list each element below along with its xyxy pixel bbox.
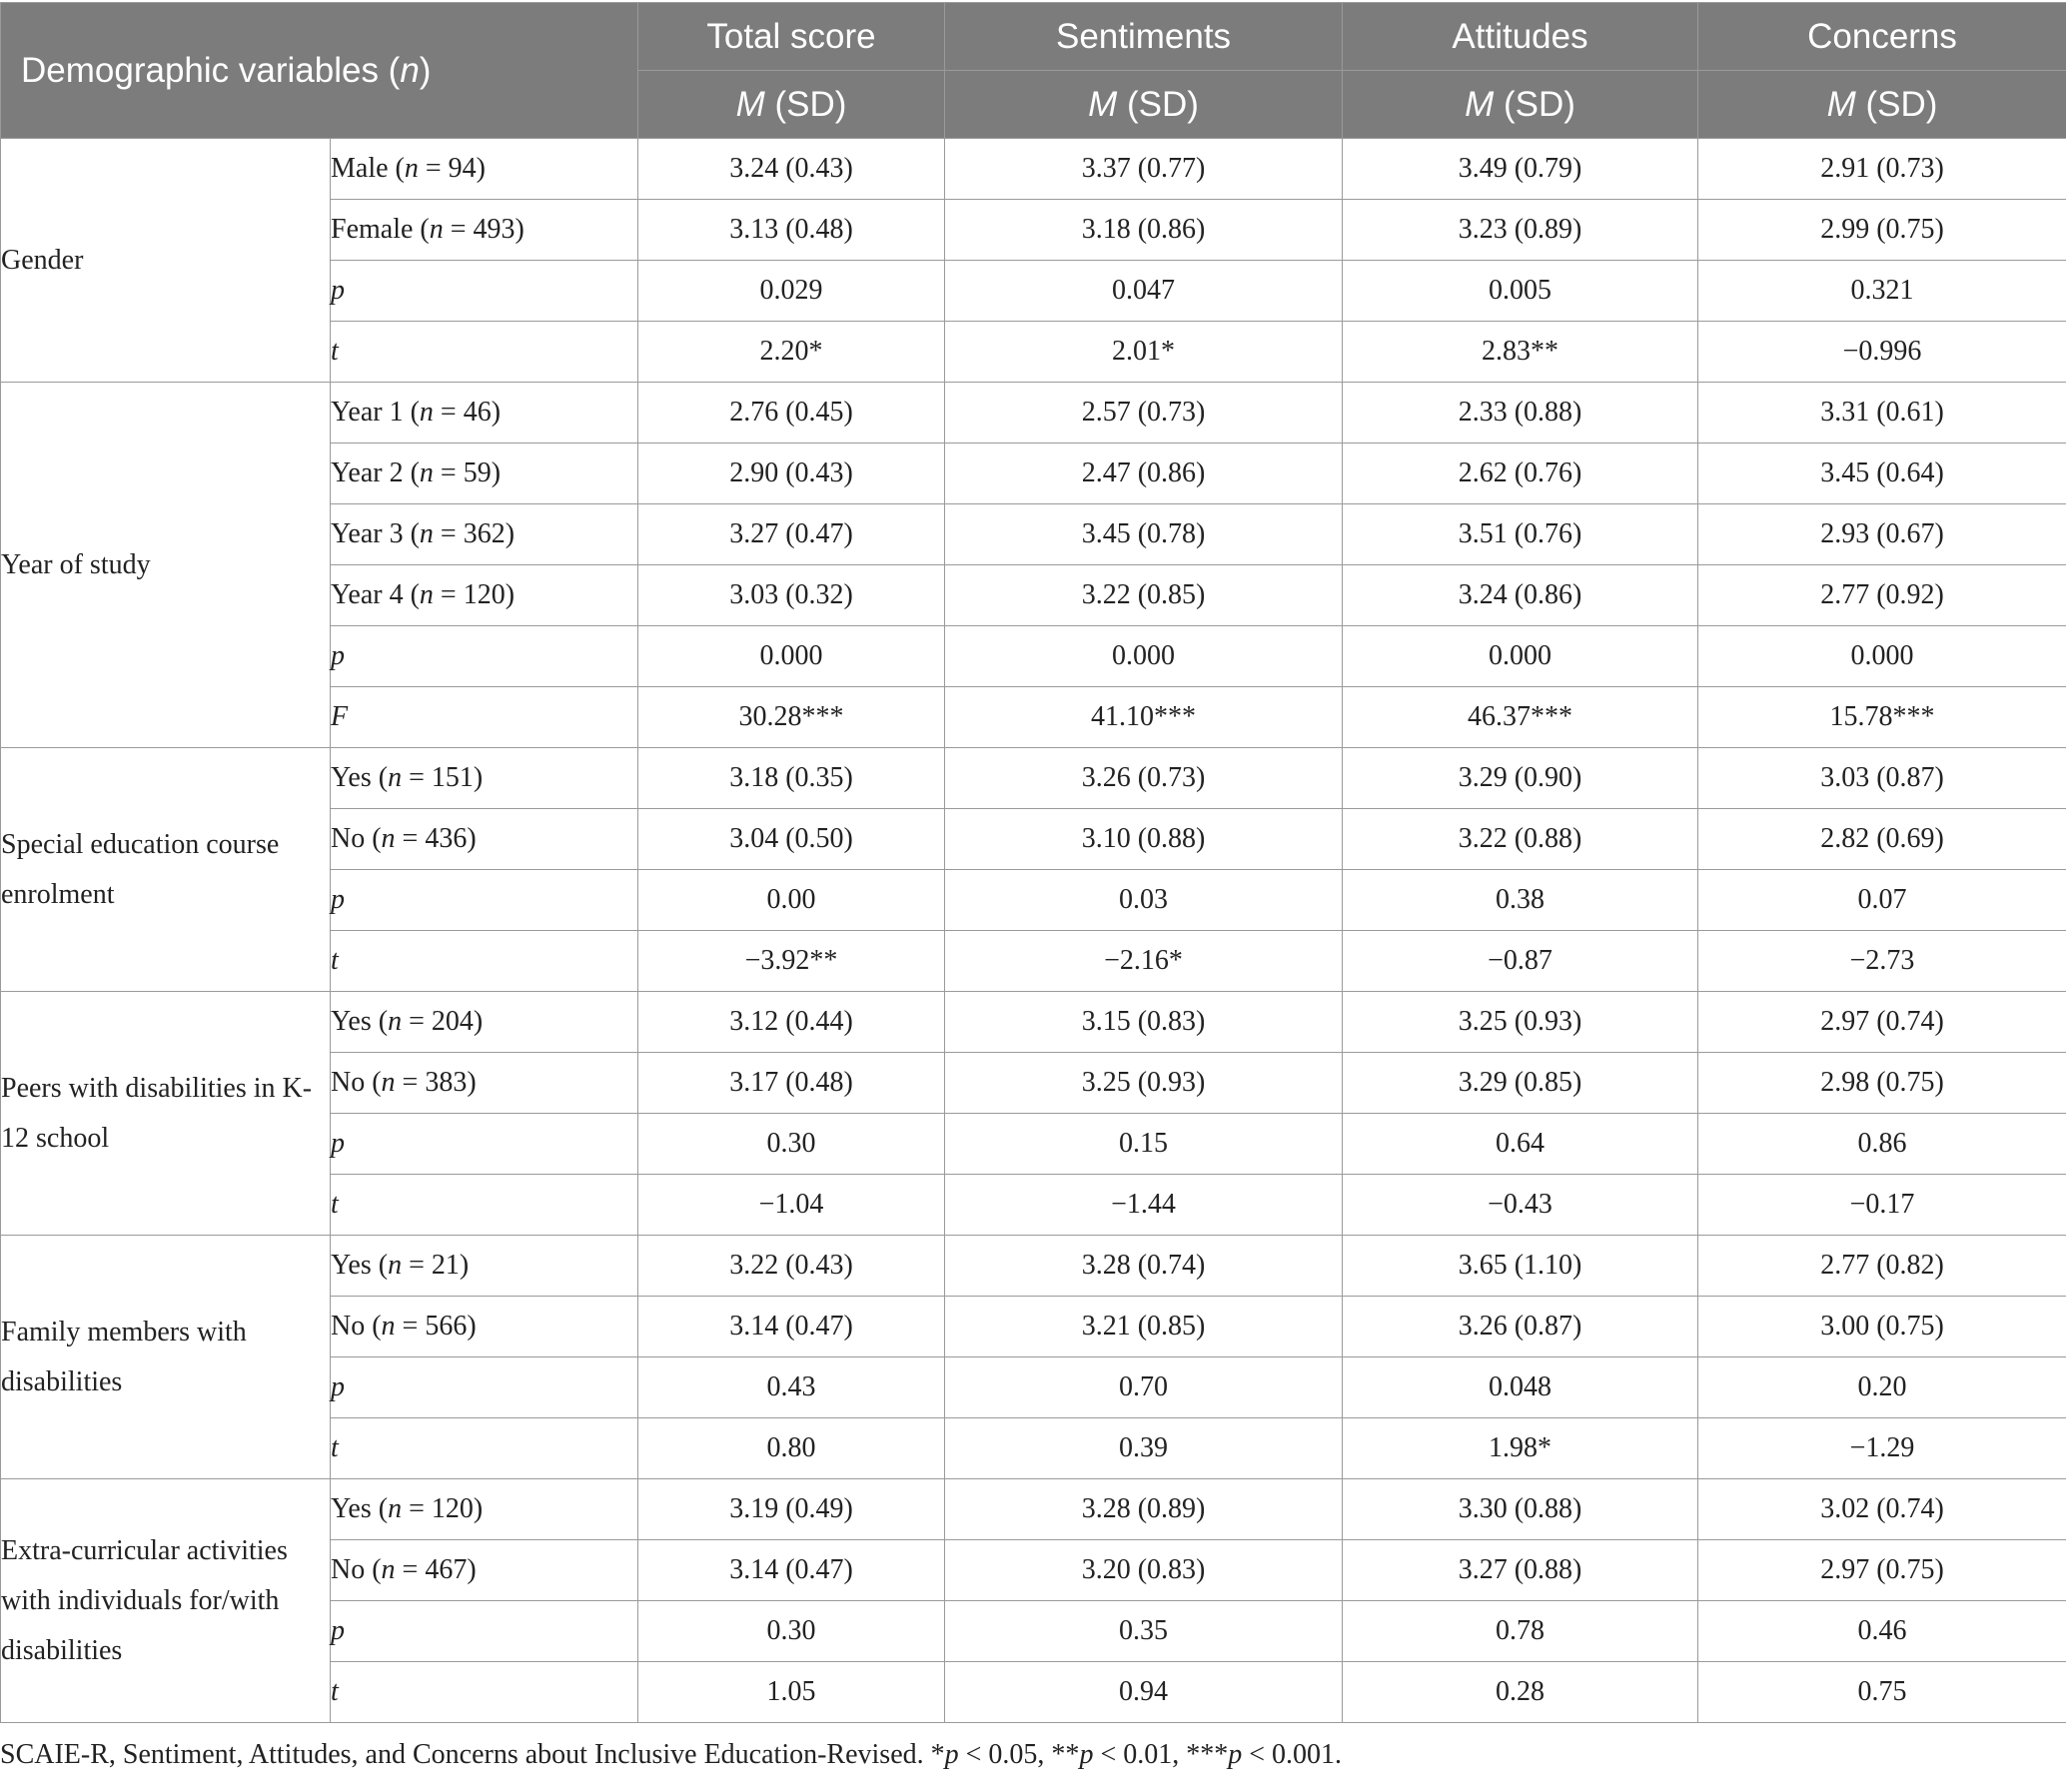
cell-concerns: 3.31 (0.61) bbox=[1698, 383, 2066, 444]
table-row bbox=[1, 1236, 2066, 1297]
row-label-symbol: t bbox=[331, 1432, 339, 1463]
header-demographic-text: Demographic variables ( bbox=[21, 50, 401, 90]
row-label-count: = 21) bbox=[402, 1250, 470, 1281]
footnote-p-symbol: p bbox=[1079, 1739, 1094, 1770]
row-label-text: Year 4 ( bbox=[331, 579, 420, 610]
cell-total-score: 30.28*** bbox=[638, 687, 945, 748]
cell-total-score: 2.90 (0.43) bbox=[638, 444, 945, 504]
group-label: Extra-curricular activities with individuals for/with disabilities bbox=[1, 1479, 331, 1723]
table-footnote bbox=[0, 1739, 2066, 1771]
footnote-threshold-2: < 0.01, *** bbox=[1093, 1739, 1229, 1770]
cell-attitudes: −0.87 bbox=[1343, 931, 1698, 992]
cell-total-score: 3.18 (0.35) bbox=[638, 748, 945, 809]
footnote-lead: SCAIE-R, Sentiment, Attitudes, and Concerns about Inclusive Education-Revised. * bbox=[0, 1739, 945, 1770]
header-row-titles bbox=[1, 3, 2066, 71]
cell-attitudes: 2.33 (0.88) bbox=[1343, 383, 1698, 444]
row-label-symbol: n bbox=[419, 518, 434, 549]
cell-total-score: 2.76 (0.45) bbox=[638, 383, 945, 444]
row-label bbox=[331, 322, 638, 383]
header-n-symbol: n bbox=[400, 50, 420, 90]
row-label-symbol: p bbox=[331, 1128, 345, 1159]
row-label bbox=[331, 931, 638, 992]
cell-concerns: 0.321 bbox=[1698, 261, 2066, 322]
row-label-symbol: n bbox=[381, 1554, 396, 1585]
cell-concerns: 3.45 (0.64) bbox=[1698, 444, 2066, 504]
cell-sentiments: 2.01* bbox=[945, 322, 1343, 383]
cell-sentiments: 0.35 bbox=[945, 1601, 1343, 1662]
row-label bbox=[331, 261, 638, 322]
header-sd-text: (SD) bbox=[1855, 84, 1938, 124]
row-label-text: Year 1 ( bbox=[331, 397, 420, 428]
header-sentiments: Sentiments bbox=[945, 3, 1343, 71]
cell-concerns: 0.86 bbox=[1698, 1114, 2066, 1175]
cell-concerns: 2.77 (0.92) bbox=[1698, 565, 2066, 626]
cell-concerns: −1.29 bbox=[1698, 1418, 2066, 1479]
row-label-symbol: t bbox=[331, 945, 339, 976]
row-label-symbol: n bbox=[381, 1311, 396, 1342]
cell-total-score: 0.80 bbox=[638, 1418, 945, 1479]
cell-sentiments: 3.21 (0.85) bbox=[945, 1297, 1343, 1357]
cell-concerns: 3.03 (0.87) bbox=[1698, 748, 2066, 809]
row-label bbox=[331, 748, 638, 809]
header-concerns: Concerns bbox=[1698, 3, 2066, 71]
cell-sentiments: 3.45 (0.78) bbox=[945, 504, 1343, 565]
header-m-symbol: M bbox=[1826, 84, 1856, 124]
row-label-count: = 362) bbox=[433, 518, 516, 549]
cell-total-score: 3.12 (0.44) bbox=[638, 992, 945, 1053]
row-label-text: Year 2 ( bbox=[331, 457, 420, 488]
cell-attitudes: 3.30 (0.88) bbox=[1343, 1479, 1698, 1540]
header-msd-sentiments bbox=[945, 71, 1343, 139]
row-label bbox=[331, 1297, 638, 1357]
footnote-p-symbol: p bbox=[944, 1739, 959, 1770]
cell-sentiments: 0.39 bbox=[945, 1418, 1343, 1479]
cell-attitudes: −0.43 bbox=[1343, 1175, 1698, 1236]
row-label-text: Female ( bbox=[331, 214, 430, 245]
cell-attitudes: 0.048 bbox=[1343, 1357, 1698, 1418]
group-label: Year of study bbox=[1, 383, 331, 748]
header-sd-text: (SD) bbox=[764, 84, 847, 124]
row-label bbox=[331, 870, 638, 931]
row-label bbox=[331, 1662, 638, 1723]
cell-concerns: 2.97 (0.75) bbox=[1698, 1540, 2066, 1601]
header-m-symbol: M bbox=[1465, 84, 1495, 124]
row-label-symbol: n bbox=[388, 1493, 403, 1524]
cell-total-score: 1.05 bbox=[638, 1662, 945, 1723]
row-label bbox=[331, 504, 638, 565]
cell-total-score: −1.04 bbox=[638, 1175, 945, 1236]
row-label-text: Yes ( bbox=[331, 1006, 389, 1037]
cell-sentiments: −2.16* bbox=[945, 931, 1343, 992]
cell-sentiments: −1.44 bbox=[945, 1175, 1343, 1236]
row-label bbox=[331, 1175, 638, 1236]
row-label-symbol: n bbox=[388, 762, 403, 793]
row-label-symbol: n bbox=[388, 1006, 403, 1037]
cell-attitudes: 46.37*** bbox=[1343, 687, 1698, 748]
cell-sentiments: 3.18 (0.86) bbox=[945, 200, 1343, 261]
cell-sentiments: 0.15 bbox=[945, 1114, 1343, 1175]
cell-attitudes: 0.64 bbox=[1343, 1114, 1698, 1175]
row-label-symbol: p bbox=[331, 884, 345, 915]
cell-total-score: 2.20* bbox=[638, 322, 945, 383]
cell-total-score: 0.029 bbox=[638, 261, 945, 322]
cell-concerns: 0.20 bbox=[1698, 1357, 2066, 1418]
cell-attitudes: 3.51 (0.76) bbox=[1343, 504, 1698, 565]
cell-sentiments: 2.47 (0.86) bbox=[945, 444, 1343, 504]
footnote-threshold-1: < 0.05, ** bbox=[958, 1739, 1080, 1770]
cell-attitudes: 3.49 (0.79) bbox=[1343, 139, 1698, 200]
cell-total-score: 3.04 (0.50) bbox=[638, 809, 945, 870]
cell-total-score: 3.19 (0.49) bbox=[638, 1479, 945, 1540]
cell-total-score: 3.14 (0.47) bbox=[638, 1297, 945, 1357]
row-label bbox=[331, 809, 638, 870]
cell-sentiments: 0.047 bbox=[945, 261, 1343, 322]
table-row bbox=[1, 992, 2066, 1053]
row-label-symbol: t bbox=[331, 1189, 339, 1220]
group-label: Gender bbox=[1, 139, 331, 383]
cell-attitudes: 0.78 bbox=[1343, 1601, 1698, 1662]
row-label bbox=[331, 1357, 638, 1418]
row-label bbox=[331, 444, 638, 504]
row-label-text: No ( bbox=[331, 823, 382, 854]
table-row bbox=[1, 748, 2066, 809]
cell-sentiments: 0.94 bbox=[945, 1662, 1343, 1723]
cell-attitudes: 3.24 (0.86) bbox=[1343, 565, 1698, 626]
row-label-symbol: n bbox=[419, 397, 434, 428]
header-msd-total bbox=[638, 71, 945, 139]
row-label-text: No ( bbox=[331, 1311, 382, 1342]
cell-total-score: 3.24 (0.43) bbox=[638, 139, 945, 200]
row-label-symbol: t bbox=[331, 1676, 339, 1707]
cell-total-score: 3.14 (0.47) bbox=[638, 1540, 945, 1601]
row-label bbox=[331, 687, 638, 748]
row-label bbox=[331, 626, 638, 687]
cell-total-score: 0.000 bbox=[638, 626, 945, 687]
table-body bbox=[1, 139, 2066, 1723]
header-sd-text: (SD) bbox=[1494, 84, 1575, 124]
row-label bbox=[331, 139, 638, 200]
cell-sentiments: 3.15 (0.83) bbox=[945, 992, 1343, 1053]
cell-attitudes: 0.28 bbox=[1343, 1662, 1698, 1723]
cell-concerns: 2.82 (0.69) bbox=[1698, 809, 2066, 870]
cell-attitudes: 2.83** bbox=[1343, 322, 1698, 383]
row-label bbox=[331, 1053, 638, 1114]
header-msd-concerns bbox=[1698, 71, 2066, 139]
row-label-count: = 120) bbox=[402, 1493, 484, 1524]
cell-attitudes: 3.26 (0.87) bbox=[1343, 1297, 1698, 1357]
row-label-symbol: p bbox=[331, 275, 345, 306]
row-label-count: = 566) bbox=[395, 1311, 477, 1342]
row-label-text: Yes ( bbox=[331, 762, 389, 793]
cell-sentiments: 3.10 (0.88) bbox=[945, 809, 1343, 870]
row-label-count: = 94) bbox=[418, 153, 486, 184]
table-row bbox=[1, 383, 2066, 444]
cell-sentiments: 3.26 (0.73) bbox=[945, 748, 1343, 809]
row-label bbox=[331, 1540, 638, 1601]
row-label-symbol: p bbox=[331, 1615, 345, 1646]
cell-sentiments: 3.20 (0.83) bbox=[945, 1540, 1343, 1601]
cell-concerns: 2.91 (0.73) bbox=[1698, 139, 2066, 200]
cell-total-score: 0.30 bbox=[638, 1114, 945, 1175]
cell-sentiments: 3.25 (0.93) bbox=[945, 1053, 1343, 1114]
header-attitudes: Attitudes bbox=[1343, 3, 1698, 71]
cell-concerns: 0.75 bbox=[1698, 1662, 2066, 1723]
footnote-p-symbol: p bbox=[1228, 1739, 1243, 1770]
cell-concerns: −0.996 bbox=[1698, 322, 2066, 383]
cell-total-score: 3.17 (0.48) bbox=[638, 1053, 945, 1114]
cell-total-score: 3.03 (0.32) bbox=[638, 565, 945, 626]
row-label-count: = 436) bbox=[395, 823, 477, 854]
row-label-count: = 204) bbox=[402, 1006, 484, 1037]
row-label-symbol: p bbox=[331, 640, 345, 671]
results-table bbox=[0, 2, 2066, 1723]
row-label-text: Yes ( bbox=[331, 1250, 389, 1281]
row-label-count: = 46) bbox=[433, 397, 502, 428]
cell-concerns: 2.99 (0.75) bbox=[1698, 200, 2066, 261]
row-label-symbol: n bbox=[419, 457, 434, 488]
cell-total-score: 0.30 bbox=[638, 1601, 945, 1662]
cell-sentiments: 0.70 bbox=[945, 1357, 1343, 1418]
cell-sentiments: 41.10*** bbox=[945, 687, 1343, 748]
header-m-symbol: M bbox=[1088, 84, 1118, 124]
cell-concerns: 2.98 (0.75) bbox=[1698, 1053, 2066, 1114]
row-label bbox=[331, 1114, 638, 1175]
header-sd-text: (SD) bbox=[1117, 84, 1199, 124]
cell-concerns: 0.46 bbox=[1698, 1601, 2066, 1662]
row-label-text: No ( bbox=[331, 1067, 382, 1098]
cell-total-score: 3.27 (0.47) bbox=[638, 504, 945, 565]
cell-sentiments: 2.57 (0.73) bbox=[945, 383, 1343, 444]
row-label-text: Yes ( bbox=[331, 1493, 389, 1524]
cell-total-score: 3.22 (0.43) bbox=[638, 1236, 945, 1297]
header-total-score: Total score bbox=[638, 3, 945, 71]
row-label bbox=[331, 200, 638, 261]
cell-sentiments: 3.37 (0.77) bbox=[945, 139, 1343, 200]
table-container bbox=[0, 2, 2066, 1771]
row-label bbox=[331, 565, 638, 626]
cell-attitudes: 3.23 (0.89) bbox=[1343, 200, 1698, 261]
row-label-symbol: t bbox=[331, 336, 339, 367]
group-label: Family members with disabilities bbox=[1, 1236, 331, 1479]
cell-attitudes: 2.62 (0.76) bbox=[1343, 444, 1698, 504]
cell-concerns: 2.77 (0.82) bbox=[1698, 1236, 2066, 1297]
group-label: Peers with disabilities in K-12 school bbox=[1, 992, 331, 1236]
cell-attitudes: 3.65 (1.10) bbox=[1343, 1236, 1698, 1297]
row-label bbox=[331, 1236, 638, 1297]
row-label-text: Male ( bbox=[331, 153, 405, 184]
cell-concerns: −0.17 bbox=[1698, 1175, 2066, 1236]
row-label-symbol: p bbox=[331, 1371, 345, 1402]
row-label-count: = 151) bbox=[402, 762, 484, 793]
cell-concerns: 3.02 (0.74) bbox=[1698, 1479, 2066, 1540]
row-label-count: = 493) bbox=[443, 214, 524, 245]
row-label-symbol: F bbox=[331, 701, 349, 732]
header-m-symbol: M bbox=[735, 84, 765, 124]
cell-concerns: 15.78*** bbox=[1698, 687, 2066, 748]
cell-attitudes: 3.29 (0.85) bbox=[1343, 1053, 1698, 1114]
cell-total-score: 0.43 bbox=[638, 1357, 945, 1418]
row-label-count: = 59) bbox=[433, 457, 502, 488]
cell-attitudes: 0.000 bbox=[1343, 626, 1698, 687]
header-msd-attitudes bbox=[1343, 71, 1698, 139]
cell-attitudes: 0.38 bbox=[1343, 870, 1698, 931]
cell-attitudes: 3.27 (0.88) bbox=[1343, 1540, 1698, 1601]
cell-concerns: 2.93 (0.67) bbox=[1698, 504, 2066, 565]
cell-attitudes: 0.005 bbox=[1343, 261, 1698, 322]
cell-concerns: −2.73 bbox=[1698, 931, 2066, 992]
cell-sentiments: 3.28 (0.89) bbox=[945, 1479, 1343, 1540]
row-label bbox=[331, 1479, 638, 1540]
row-label-symbol: n bbox=[381, 823, 396, 854]
header-close-paren: ) bbox=[419, 50, 432, 90]
row-label-count: = 383) bbox=[395, 1067, 477, 1098]
cell-attitudes: 3.22 (0.88) bbox=[1343, 809, 1698, 870]
row-label-symbol: n bbox=[419, 579, 434, 610]
row-label-symbol: n bbox=[429, 214, 444, 245]
cell-total-score: 0.00 bbox=[638, 870, 945, 931]
row-label-text: Year 3 ( bbox=[331, 518, 420, 549]
cell-total-score: −3.92** bbox=[638, 931, 945, 992]
row-label bbox=[331, 1601, 638, 1662]
cell-concerns: 2.97 (0.74) bbox=[1698, 992, 2066, 1053]
table-row bbox=[1, 1479, 2066, 1540]
cell-sentiments: 3.28 (0.74) bbox=[945, 1236, 1343, 1297]
row-label bbox=[331, 992, 638, 1053]
row-label-text: No ( bbox=[331, 1554, 382, 1585]
cell-concerns: 3.00 (0.75) bbox=[1698, 1297, 2066, 1357]
footnote-threshold-3: < 0.001. bbox=[1242, 1739, 1343, 1770]
row-label bbox=[331, 1418, 638, 1479]
row-label bbox=[331, 383, 638, 444]
cell-sentiments: 0.03 bbox=[945, 870, 1343, 931]
group-label: Special education course enrolment bbox=[1, 748, 331, 992]
cell-attitudes: 3.25 (0.93) bbox=[1343, 992, 1698, 1053]
cell-sentiments: 3.22 (0.85) bbox=[945, 565, 1343, 626]
row-label-symbol: n bbox=[404, 153, 419, 184]
cell-sentiments: 0.000 bbox=[945, 626, 1343, 687]
table-row bbox=[1, 139, 2066, 200]
header-demographic-variables bbox=[1, 3, 638, 139]
row-label-symbol: n bbox=[388, 1250, 403, 1281]
cell-concerns: 0.07 bbox=[1698, 870, 2066, 931]
cell-attitudes: 1.98* bbox=[1343, 1418, 1698, 1479]
row-label-count: = 120) bbox=[433, 579, 516, 610]
cell-total-score: 3.13 (0.48) bbox=[638, 200, 945, 261]
cell-attitudes: 3.29 (0.90) bbox=[1343, 748, 1698, 809]
row-label-symbol: n bbox=[381, 1067, 396, 1098]
row-label-count: = 467) bbox=[395, 1554, 477, 1585]
cell-concerns: 0.000 bbox=[1698, 626, 2066, 687]
